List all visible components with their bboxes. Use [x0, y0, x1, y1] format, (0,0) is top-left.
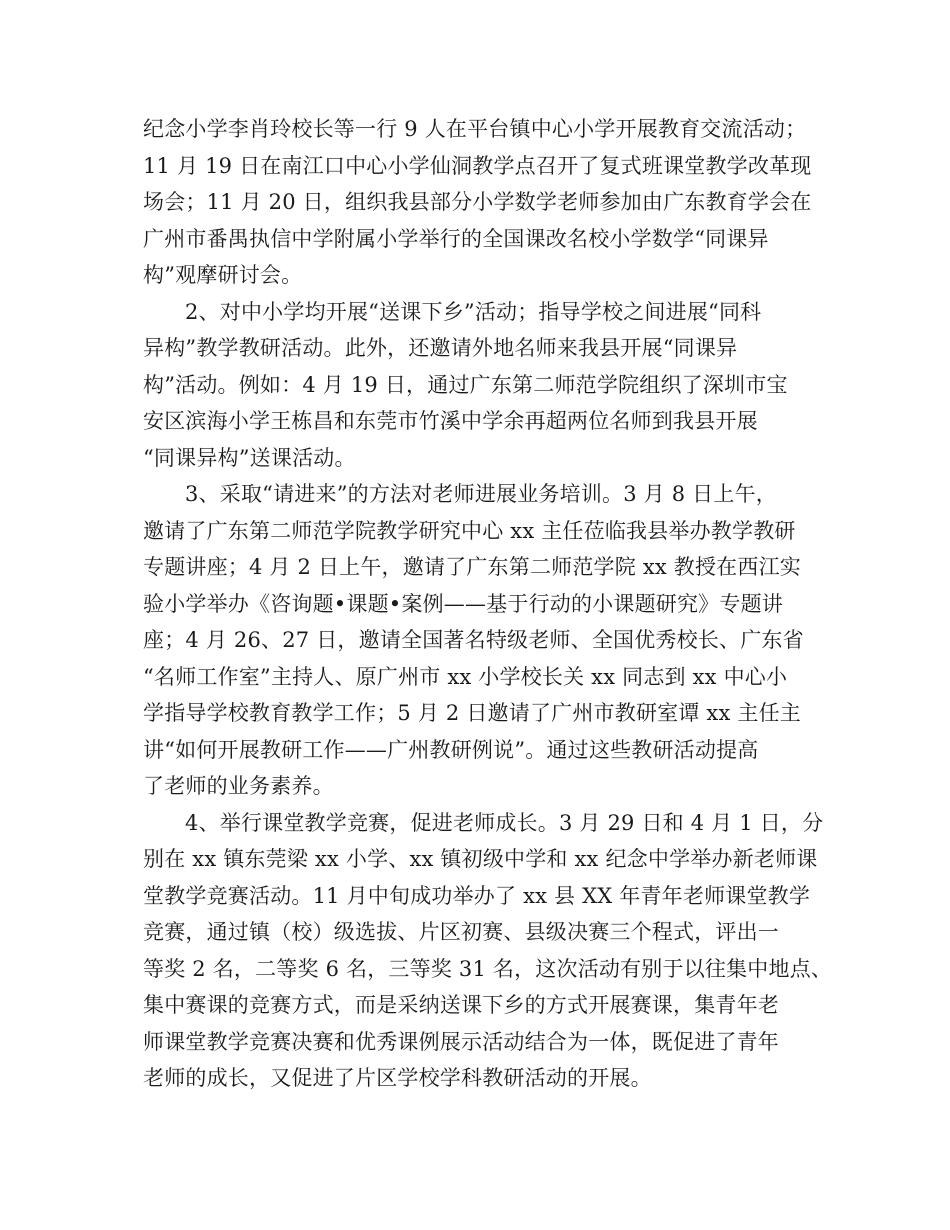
text-line: 纪念小学李肖玲校长等一行 9 人在平台镇中心小学开展教育交流活动； — [143, 117, 807, 141]
text-line: 专题讲座；4 月 2 日上午，邀请了广东第二师范学院 xx 教授在西江实 — [143, 555, 801, 579]
text-line: 等奖 2 名，二等奖 6 名，三等奖 31 名，这次活动有别于以往集中地点、 — [143, 956, 833, 981]
text-line: 11 月 19 日在南江口中心小学仙洞教学点召开了复式班课堂教学改革现 — [143, 153, 812, 178]
text-line: 2、对中小学均开展“送课下乡”活动；指导学校之间进展“同科 — [185, 299, 762, 324]
paragraph-item-4 — [143, 805, 833, 1097]
text-line: 4、举行课堂教学竞赛，促进老师成长。3 月 29 日和 4 月 1 日，分 — [185, 810, 824, 835]
text-line: 异构”教学教研活动。此外，还邀请外地名师来我县开展“同课异 — [143, 336, 738, 360]
paragraph-continued — [143, 111, 811, 294]
text-line: 场会；11 月 20 日，组织我县部分小学数学老师参加由广东教育学会在 — [143, 190, 812, 214]
paragraph-item-3 — [143, 476, 811, 805]
text-line: 3、采取“请进来”的方法对老师进展业务培训。3 月 8 日上午， — [185, 482, 777, 506]
text-line: 验小学举办《咨询题•课题•案例——基于行动的小课题研究》专题讲 — [143, 591, 783, 616]
text-line: 广州市番禺执信中学附属小学举行的全国课改名校小学数学“同课异 — [143, 226, 769, 251]
text-line: “同课异构”送课活动。 — [143, 445, 356, 470]
text-line: 了老师的业务素养。 — [143, 774, 334, 798]
text-line: 别在 xx 镇东莞梁 xx 小学、xx 镇初级中学和 xx 纪念中学举办新老师课 — [143, 847, 818, 871]
text-line: 师课堂教学竞赛决赛和优秀课例展示活动结合为一体，既促进了青年 — [143, 1029, 779, 1054]
text-line: 邀请了广东第二师范学院教学研究中心 xx 主任莅临我县举办教学教研 — [143, 518, 796, 543]
text-line: 学指导学校教育教学工作；5 月 2 日邀请了广州市教研室谭 xx 主任主 — [143, 701, 801, 725]
text-line: 构”活动。例如：4 月 19 日，通过广东第二师范学院组织了深圳市宝 — [143, 372, 788, 397]
text-line: 老师的成长，又促进了片区学校学科教研活动的开展。 — [143, 1066, 652, 1090]
text-line: 座；4 月 26、27 日，邀请全国著名特级老师、全国优秀校长、广东省 — [143, 628, 804, 652]
paragraph-item-2 — [143, 294, 811, 477]
text-line: 集中赛课的竞赛方式，而是采纳送课下乡的方式开展赛课，集青年老 — [143, 993, 779, 1017]
text-line: 讲“如何开展教研工作——广州教研例说”。通过这些教研活动提高 — [143, 737, 759, 762]
text-line: 堂教学竞赛活动。11 月中旬成功举办了 xx 县 XX 年青年老师课堂教学 — [143, 883, 811, 908]
text-line: 竞赛，通过镇（校）级选拔、片区初赛、县级决赛三个程式，评出一 — [143, 920, 779, 944]
text-line: “名师工作室”主持人、原广州市 xx 小学校长关 xx 同志到 xx 中心小 — [143, 664, 788, 689]
text-line: 构”观摩研讨会。 — [143, 263, 303, 287]
document-body — [143, 111, 833, 1097]
text-line: 安区滨海小学王栋昌和东莞市竹溪中学余再超两位名师到我县开展 — [143, 409, 758, 433]
